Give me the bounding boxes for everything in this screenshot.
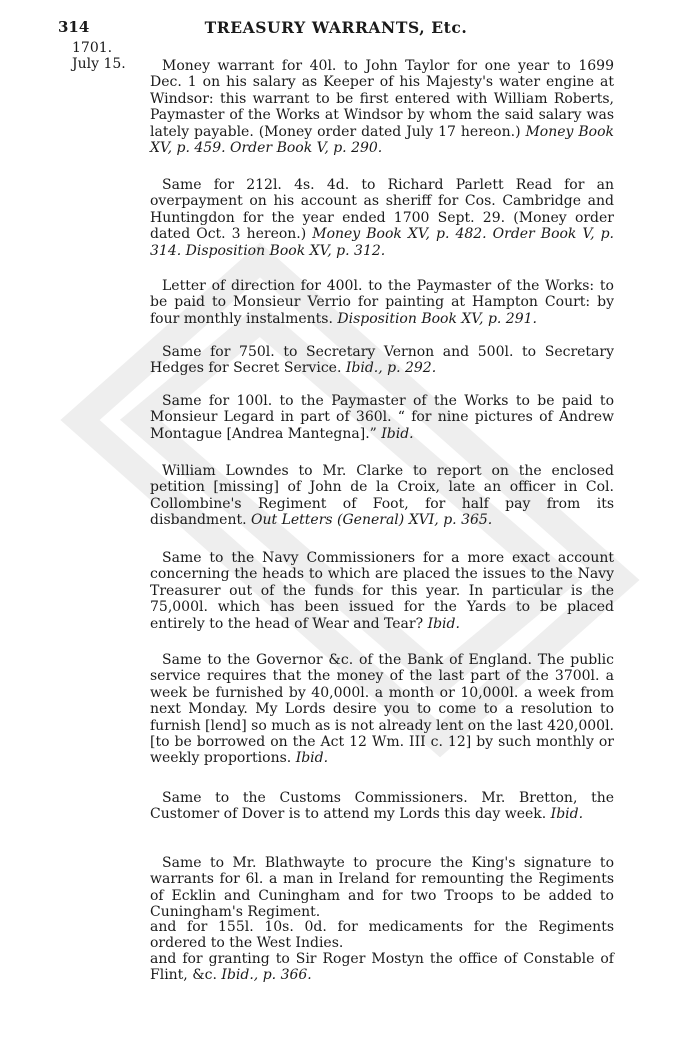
entry-paragraph [150, 790, 614, 823]
entry-text: Same to Mr. Blathwayte to procure the King's signature to warrants for 6l. a man in Ireland for remounting the Regiments of Ecklin and Cuningham and for two Troops to be added to Cuningham's Regiment. [150, 855, 614, 921]
entry-paragraph [150, 550, 614, 632]
entry-reference: Ibid. [381, 425, 414, 442]
entry-paragraph [150, 177, 614, 259]
entry-paragraph [150, 855, 614, 921]
entry-reference: Out Letters (General) XVI, p. 365. [251, 512, 493, 529]
margin-date: July 15. [72, 56, 126, 72]
entry-text: Letter of direction for 400l. to the Paymaster of the Works: to be paid to Monsieur Verrio for painting at Hampton Court: by four monthly instalments. [150, 278, 614, 327]
entry-text: and for granting to Sir Roger Mostyn the office of Constable of Flint, &c. [150, 951, 614, 984]
entry-text: Same for 212l. 4s. 4d. to Richard Parlett Read for an overpayment on his account as sheriff for Cos. Cambridge and Huntingdon for the year ended 1700 Sept. 29. (Money order dated Oct. 3 hereon.) [150, 177, 614, 243]
page-number: 314 [58, 18, 90, 36]
entry-text: Same for 750l. to Secretary Vernon and 500l. to Secretary Hedges for Secret Service. [150, 344, 614, 377]
entry-paragraph [150, 393, 614, 442]
entry-paragraph [150, 58, 614, 156]
entry-reference: Disposition Book XV, p. 291. [337, 310, 537, 327]
entry-reference: Ibid., p. 366. [221, 967, 312, 984]
entry-text: William Lowndes to Mr. Clarke to report on the enclosed petition [missing] of John de la Croix, late an officer in Col. Collombine's Regiment of Foot, for half pay from its disbandment. [150, 463, 614, 529]
entry-reference: Ibid., p. 292. [345, 360, 437, 377]
entry-paragraph [150, 278, 614, 327]
continuation-paragraph [150, 919, 614, 952]
entry-text: Same to the Governor &c. of the Bank of England. The public service requires that the money of the last part of the 3700l. a week be furnished by 40,000l. a month or 10,000l. a week from next Monday. My Lords desire you to come to a resolution to furnish [lend] so much as is not already lent on the last 420,000l. [to be borrowed on the Act 12 Wm. III c. 12] by such monthly or weekly proportions. [150, 652, 614, 767]
entry-reference: Money Book XV, p. 482. Order Book V, p. 314. Disposition Book XV, p. 312. [150, 226, 614, 259]
entry-text: Same for 100l. to the Paymaster of the Works to be paid to Monsieur Legard in part of 360l. “ for nine pictures of Andrew Montague [Andrea Mantegna].” [150, 393, 614, 442]
entry-text: Money warrant for 40l. to John Taylor for one year to 1699 Dec. 1 on his salary as Keeper of his Majesty's water engine at Windsor: this warrant to be first entered with William Roberts, Paymaster of the Works at Windsor by whom the said salary was lately payable. (Money order dated July 17 hereon.) [150, 58, 614, 140]
entry-reference: Ibid. [295, 750, 329, 767]
margin-year: 1701. [72, 40, 113, 56]
entry-paragraph [150, 463, 614, 529]
entry-text: Same to the Customs Commissioners. Mr. Bretton, the Customer of Dover is to attend my Lords this day week. [150, 790, 614, 823]
continuation-paragraph [150, 951, 614, 984]
entry-text: and for 155l. 10s. 0d. for medicaments for the Regiments ordered to the West Indies. [150, 919, 614, 952]
entry-reference: Ibid. [427, 615, 460, 632]
entry-paragraph [150, 652, 614, 767]
running-head: TREASURY WARRANTS, Etc. [204, 18, 468, 37]
page-header [58, 18, 614, 42]
entry-reference: Money Book XV, p. 459. Order Book V, p. 290. [150, 123, 615, 157]
entry-reference: Ibid. [550, 806, 584, 823]
entry-paragraph [150, 344, 614, 377]
entry-text: Same to the Navy Commissioners for a more exact account concerning the heads to which are placed the issues to the Navy Treasurer out of the funds for this year. In particular is the 75,000l. which has been issued for the Yards to be placed entirely to the head of Wear and Tear? [150, 550, 614, 632]
